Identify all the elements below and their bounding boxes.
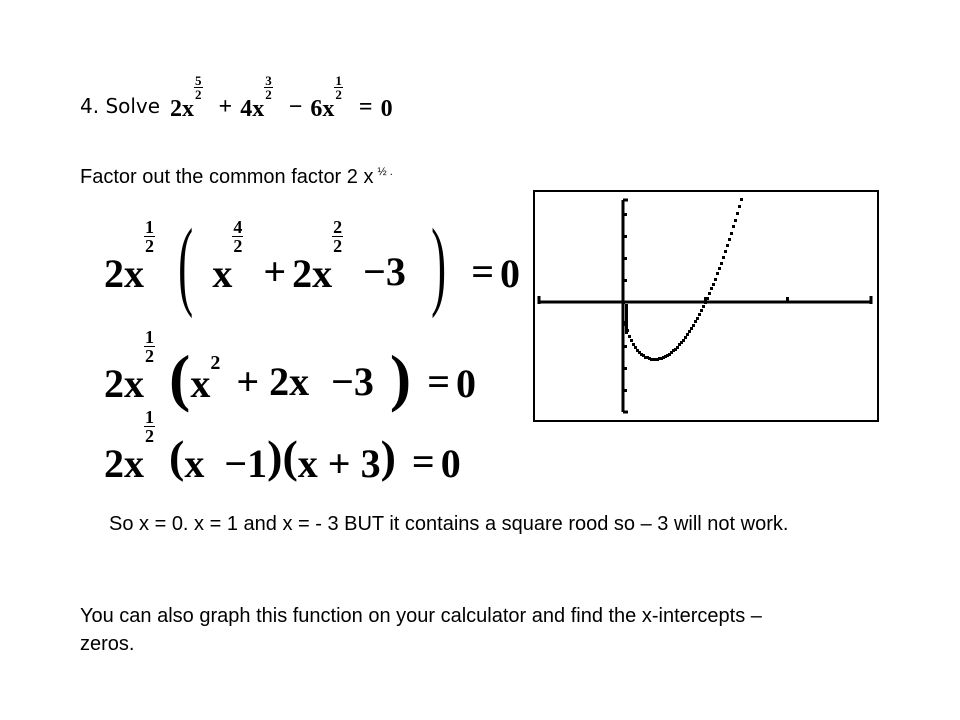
factor2-open-paren: ( xyxy=(282,431,298,482)
y-tick xyxy=(622,367,627,370)
curve-point xyxy=(632,343,635,346)
curve-point xyxy=(686,333,689,336)
curve-point xyxy=(728,238,731,241)
curve-point xyxy=(625,307,628,310)
minus-three: −3 xyxy=(331,359,374,404)
lead-exponent: $\frac{1}{2}$ xyxy=(145,327,154,366)
solution-statement: So x = 0. x = 1 and x = - 3 BUT it contains a square rood so – 3 will not work. xyxy=(109,513,789,535)
curve-point xyxy=(718,267,721,270)
curve-point xyxy=(720,262,723,265)
equals-sign: = xyxy=(427,359,451,404)
term-x: x xyxy=(212,251,233,296)
lead-exponent: $\frac{1}{2}$ xyxy=(145,217,154,256)
curve-point xyxy=(722,256,725,259)
curve-point xyxy=(710,287,713,290)
plus-operator: + xyxy=(218,94,233,120)
equals-sign: = xyxy=(411,439,435,484)
curve-point xyxy=(625,319,628,322)
close-paren: ) xyxy=(389,342,412,413)
factor-exponent: ½ . xyxy=(377,166,393,178)
rhs-value: 0 xyxy=(500,251,521,296)
curve-point xyxy=(625,304,628,307)
term-x: x xyxy=(190,361,211,406)
curve-point xyxy=(706,297,709,300)
term1-coefficient: 2 xyxy=(170,96,182,122)
curve-point xyxy=(726,244,729,247)
curve-point xyxy=(714,278,717,281)
curve-point xyxy=(698,313,701,316)
rhs-value: 0 xyxy=(440,441,461,486)
curve-point xyxy=(630,339,633,342)
term2-exponent: $\frac{3}{2}$ xyxy=(265,73,272,102)
y-tick xyxy=(622,235,627,238)
factor-x-minus-1: x −1 xyxy=(184,441,268,486)
curve-point xyxy=(625,313,628,316)
term3-exponent: $\frac{1}{2}$ xyxy=(335,73,342,102)
curve-point xyxy=(625,328,628,331)
curve-point xyxy=(732,225,735,228)
curve-point xyxy=(625,316,628,319)
curve-point xyxy=(625,322,628,325)
curve-point xyxy=(738,205,741,208)
curve-point xyxy=(734,219,737,222)
equals-sign: = xyxy=(471,249,495,294)
equals-sign: = xyxy=(358,94,373,120)
lead-factor: 2x xyxy=(104,361,144,406)
curve-point xyxy=(682,339,685,342)
term3-variable: x xyxy=(322,96,335,122)
open-paren: ( xyxy=(169,342,191,413)
curve-point xyxy=(736,212,739,215)
factor-x-plus-3: x + 3 xyxy=(297,441,381,486)
open-paren: ( xyxy=(178,208,194,319)
graph-frame xyxy=(534,191,878,421)
curve-point xyxy=(688,330,691,333)
curve-point xyxy=(684,336,687,339)
y-tick xyxy=(622,279,627,282)
y-tick xyxy=(622,213,627,216)
square-exponent: 2 xyxy=(210,352,221,374)
curve-point xyxy=(724,250,727,253)
term-2x-exponent: $\frac{2}{2}$ xyxy=(333,217,343,256)
curve-point xyxy=(692,324,695,327)
rhs-value: 0 xyxy=(456,361,477,406)
rhs-value: 0 xyxy=(380,96,393,122)
lead-factor: 2x xyxy=(104,441,144,486)
curve-point xyxy=(625,331,628,334)
y-tick xyxy=(622,389,627,392)
term2-coefficient: 4 xyxy=(240,96,253,122)
equation-step-2 xyxy=(104,327,477,413)
close-paren: ) xyxy=(431,208,447,319)
curve-point xyxy=(712,283,715,286)
curve-point xyxy=(694,320,697,323)
y-tick xyxy=(622,345,627,348)
equation-step-3 xyxy=(104,407,461,487)
factor-instruction xyxy=(80,166,393,189)
curve-point xyxy=(676,346,679,349)
curve-point xyxy=(716,272,719,275)
term-plus-2x: + 2x xyxy=(236,359,310,404)
term1-exponent: $\frac{5}{2}$ xyxy=(195,73,202,102)
calculator-graph xyxy=(533,190,879,422)
curve-point xyxy=(708,292,711,295)
factor1-close-paren: ) xyxy=(267,431,283,482)
term3-coefficient: 6 xyxy=(310,96,323,122)
equation-step-1 xyxy=(104,208,521,319)
problem-label: 4. Solve xyxy=(80,94,161,118)
curve-point xyxy=(740,198,743,201)
problem-equation xyxy=(170,72,393,123)
curve-point xyxy=(730,232,733,235)
term2-variable: x xyxy=(252,96,265,122)
curve-point xyxy=(625,310,628,313)
minus-three: −3 xyxy=(363,249,406,294)
factor-text: Factor out the common factor 2 x xyxy=(80,166,374,188)
x-tick xyxy=(786,297,789,302)
factor1-open-paren: ( xyxy=(169,431,185,482)
minus-operator: − xyxy=(288,94,303,120)
term1-variable: x xyxy=(182,96,194,122)
curve-point xyxy=(625,325,628,328)
factor2-close-paren: ) xyxy=(380,431,396,482)
curve-point xyxy=(702,305,705,308)
curve-point xyxy=(696,317,699,320)
curve-point xyxy=(634,346,637,349)
lead-exponent: $\frac{1}{2}$ xyxy=(145,407,154,446)
plus-operator: + xyxy=(263,249,287,294)
curve-point xyxy=(704,301,707,304)
curve-point xyxy=(628,335,631,338)
curve-point xyxy=(622,301,625,304)
y-tick xyxy=(622,257,627,260)
lead-factor: 2x xyxy=(104,251,144,296)
curve-point xyxy=(690,327,693,330)
graphing-hint: You can also graph this function on your calculator and find the x-intercepts – zeros. xyxy=(80,605,762,655)
curve-point xyxy=(700,309,703,312)
term-x-exponent: $\frac{4}{2}$ xyxy=(233,217,243,256)
term-2x: 2x xyxy=(292,251,333,296)
